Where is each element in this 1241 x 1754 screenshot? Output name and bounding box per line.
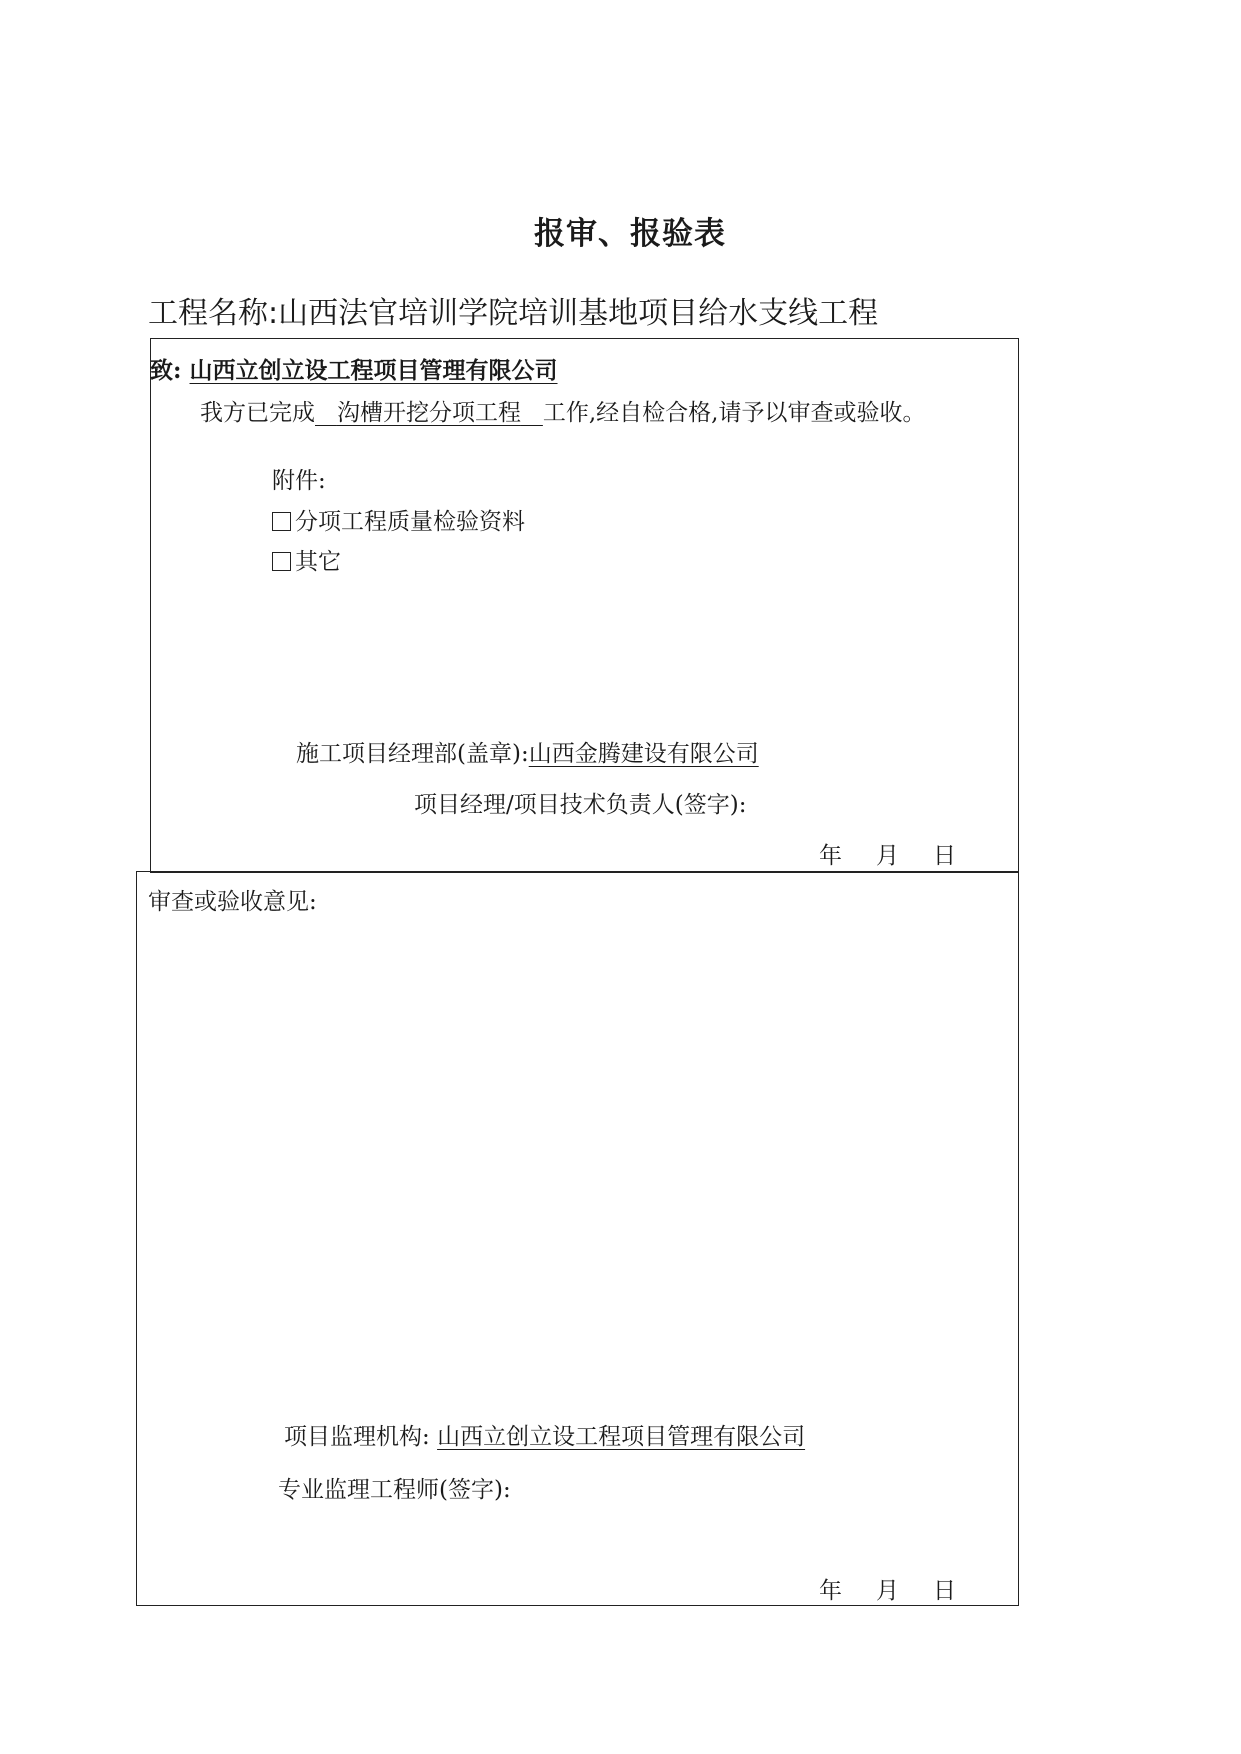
checkbox-icon[interactable] (272, 512, 291, 531)
supervision-agency-company: 山西立创立设工程项目管理有限公司 (437, 1424, 806, 1450)
work-item-field: 沟槽开挖分项工程 (336, 400, 521, 426)
statement-prefix: 我方已完成 (200, 400, 315, 426)
submission-date (819, 837, 956, 870)
checkbox-icon[interactable] (272, 552, 291, 571)
supervision-agency-label: 项目监理机构: (284, 1424, 430, 1450)
attachment-option-other[interactable] (272, 543, 341, 576)
review-section (136, 871, 1019, 1606)
review-opinion-label: 审查或验收意见: (148, 889, 317, 915)
recipient-company: 山西立创立设工程项目管理有限公司 (189, 357, 558, 384)
completion-statement (200, 394, 926, 427)
date-year: 年 (819, 843, 842, 869)
contractor-dept-company: 山西金腾建设有限公司 (528, 741, 759, 767)
project-name-value: 山西法官培训学院培训基地项目给水支线工程 (278, 296, 879, 331)
attachment-option-label: 其它 (295, 549, 341, 575)
recipient-label: 致: (150, 357, 182, 384)
attachment-option-label: 分项工程质量检验资料 (295, 509, 525, 535)
recipient-line (150, 352, 558, 385)
supervision-agency-line (284, 1418, 805, 1451)
attachment-option-quality[interactable] (272, 503, 525, 536)
project-name-label: 工程名称: (148, 296, 279, 331)
contractor-dept-label: 施工项目经理部(盖章): (296, 741, 529, 767)
date-day: 日 (933, 1578, 956, 1604)
contractor-dept-line (296, 735, 759, 768)
document-title: 报审、报验表 (534, 216, 726, 252)
manager-signature-label: 项目经理/项目技术负责人(签字): (414, 792, 747, 818)
date-month: 月 (876, 1578, 899, 1604)
review-date (819, 1572, 956, 1605)
attachments-label: 附件: (272, 468, 326, 494)
date-month: 月 (876, 843, 899, 869)
engineer-signature-label: 专业监理工程师(签字): (278, 1477, 511, 1503)
project-name-line (148, 288, 878, 332)
statement-suffix: 工作,经自检合格,请予以审查或验收。 (542, 400, 926, 426)
date-day: 日 (933, 843, 956, 869)
date-year: 年 (819, 1578, 842, 1604)
